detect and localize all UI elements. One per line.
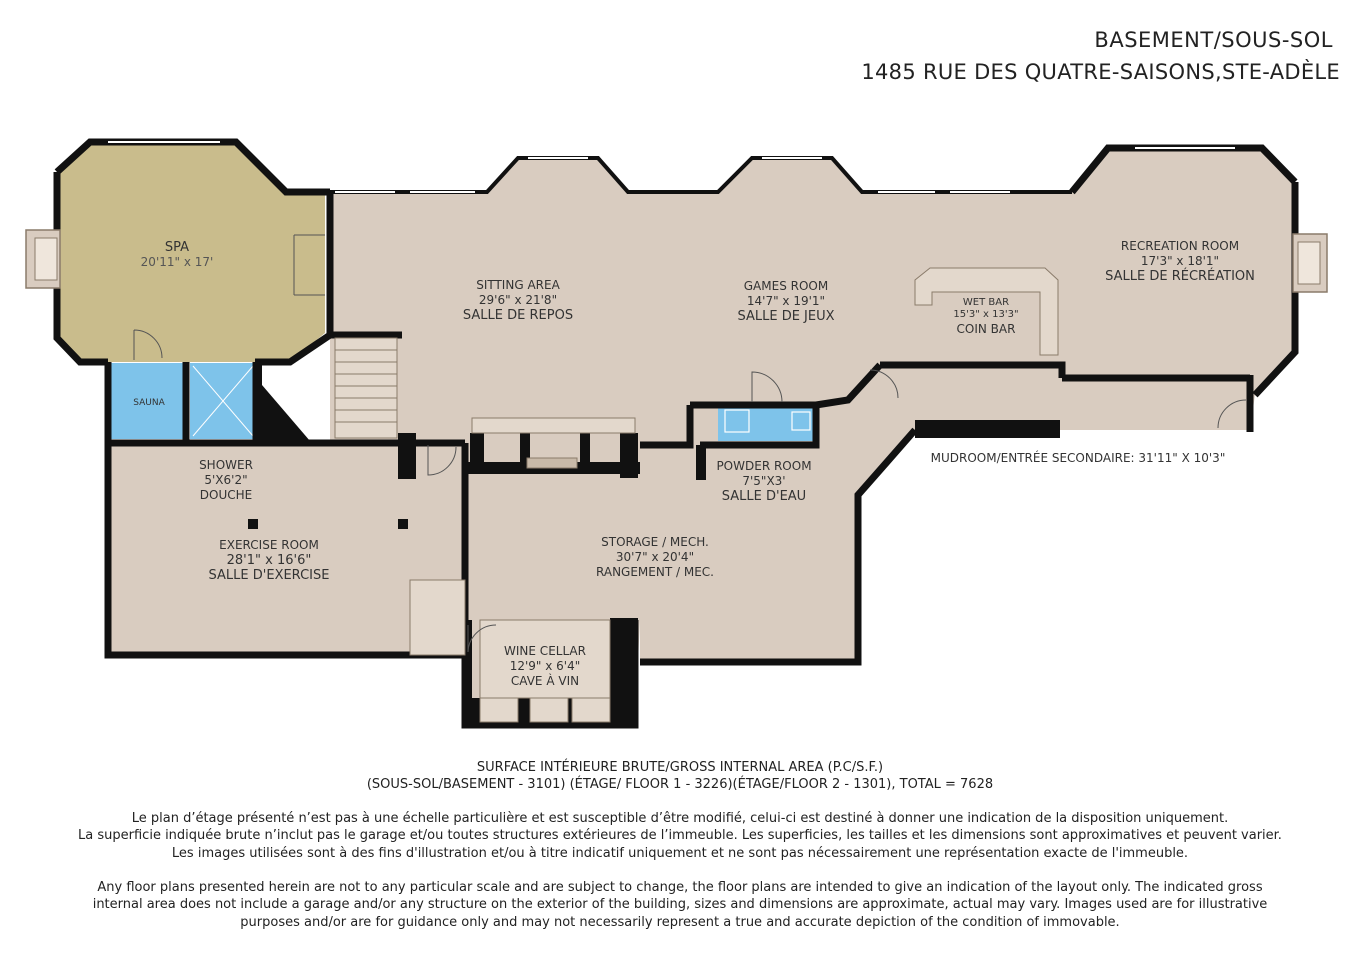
- room-dims: 12'9" x 6'4": [509, 659, 581, 673]
- room-games: [737, 279, 834, 324]
- room-name: POWDER ROOM: [716, 459, 812, 473]
- room-name: SAUNA: [133, 398, 165, 408]
- room-name: SHOWER: [199, 458, 253, 472]
- plan-title: BASEMENT/SOUS-SOL: [1094, 28, 1333, 52]
- room-wet-bar: [953, 297, 1018, 337]
- room-name: SPA: [164, 240, 190, 255]
- room-label: MUDROOM/ENTRÉE SECONDAIRE: 31'11" X 10'3": [930, 451, 1226, 465]
- disclaimer-fr-2: La superficie indiquée brute n’inclut pas le garage et/ou toutes structures extérieures de l’immeuble. Les superficies, les tailles et les dimensions sont approximatives et peuvent varier.: [78, 828, 1282, 843]
- room-dims: 5'X6'2": [204, 473, 248, 487]
- room-exercise: [209, 538, 330, 583]
- room-name: WET BAR: [962, 297, 1010, 308]
- room-name-fr: SALLE DE RÉCRÉATION: [1105, 269, 1255, 284]
- room-dims: 20'11" x 17': [140, 255, 214, 269]
- room-name-fr: CAVE À VIN: [510, 674, 580, 688]
- room-sauna: [133, 396, 165, 411]
- room-storage: [596, 535, 714, 580]
- room-name: RECREATION ROOM: [1120, 239, 1240, 253]
- room-name-fr: RANGEMENT / MEC.: [596, 565, 714, 579]
- room-mudroom: [931, 451, 1226, 466]
- room-name: SITTING AREA: [476, 278, 560, 292]
- room-name: EXERCISE ROOM: [219, 538, 319, 552]
- room-dims: 30'7" x 20'4": [615, 550, 695, 564]
- gross-area-values: (SOUS-SOL/BASEMENT - 3101) (ÉTAGE/ FLOOR 1 - 3226)(ÉTAGE/FLOOR 2 - 1301), TOTAL = 7628: [366, 777, 994, 792]
- room-name-fr: DOUCHE: [199, 488, 253, 502]
- room-wine-cellar: [504, 644, 586, 689]
- room-name: STORAGE / MECH.: [601, 535, 709, 549]
- room-dims: 29'6" x 21'8": [478, 293, 558, 307]
- disclaimer-en-3: purposes and/or are for guidance only and may not necessarily represent a true and accurate depiction of the condition of immovable.: [240, 915, 1120, 930]
- room-name-fr: SALLE DE JEUX: [737, 309, 835, 324]
- room-dims: 17'3" x 18'1": [1140, 254, 1220, 268]
- disclaimer-fr-1: Le plan d’étage présenté n’est pas à une échelle particulière et est susceptible d’être modifié, celui-ci est destiné à donner une indication de la disposition uniquement.: [131, 811, 1229, 826]
- room-powder: [716, 459, 811, 504]
- room-sitting-area: [463, 278, 573, 323]
- room-name-fr: COIN BAR: [956, 322, 1016, 336]
- room-name-fr: SALLE D'EXERCISE: [208, 568, 330, 583]
- room-dims: 14'7" x 19'1": [746, 294, 826, 308]
- room-recreation: [1105, 239, 1255, 284]
- room-name: GAMES ROOM: [743, 279, 829, 293]
- room-shower: [199, 458, 253, 503]
- exterior-thin-walls: [330, 158, 1072, 192]
- room-dims: 15'3" x 13'3": [953, 309, 1019, 320]
- room-name-fr: SALLE DE REPOS: [462, 308, 574, 323]
- room-dims: 7'5"X3': [742, 474, 786, 488]
- property-address: 1485 RUE DES QUATRE-SAISONS,STE-ADÈLE: [861, 60, 1340, 84]
- room-dims: 28'1" x 16'6": [226, 553, 312, 568]
- room-spa: [141, 240, 214, 270]
- disclaimer-en-2: internal area does not include a garage and/or any structure on the exterior of the building, sizes and dimensions are approximate, actual may vary. Images used are for illustrative: [92, 897, 1268, 912]
- disclaimer-fr-3: Les images utilisées sont à des fins d'illustration et/ou à titre indicatif uniquement et ne sont pas nécessairement une représentation exacte de l'immeuble.: [171, 846, 1189, 861]
- room-name: WINE CELLAR: [504, 644, 586, 658]
- disclaimer-en-1: Any floor plans presented herein are not to any particular scale and are subject to change, the floor plans are intended to give an indication of the layout only. The indicated gross: [97, 880, 1263, 895]
- room-name-fr: SALLE D'EAU: [721, 489, 807, 504]
- gross-area-title: SURFACE INTÉRIEURE BRUTE/GROSS INTERNAL AREA (P.C/S.F.): [476, 760, 884, 775]
